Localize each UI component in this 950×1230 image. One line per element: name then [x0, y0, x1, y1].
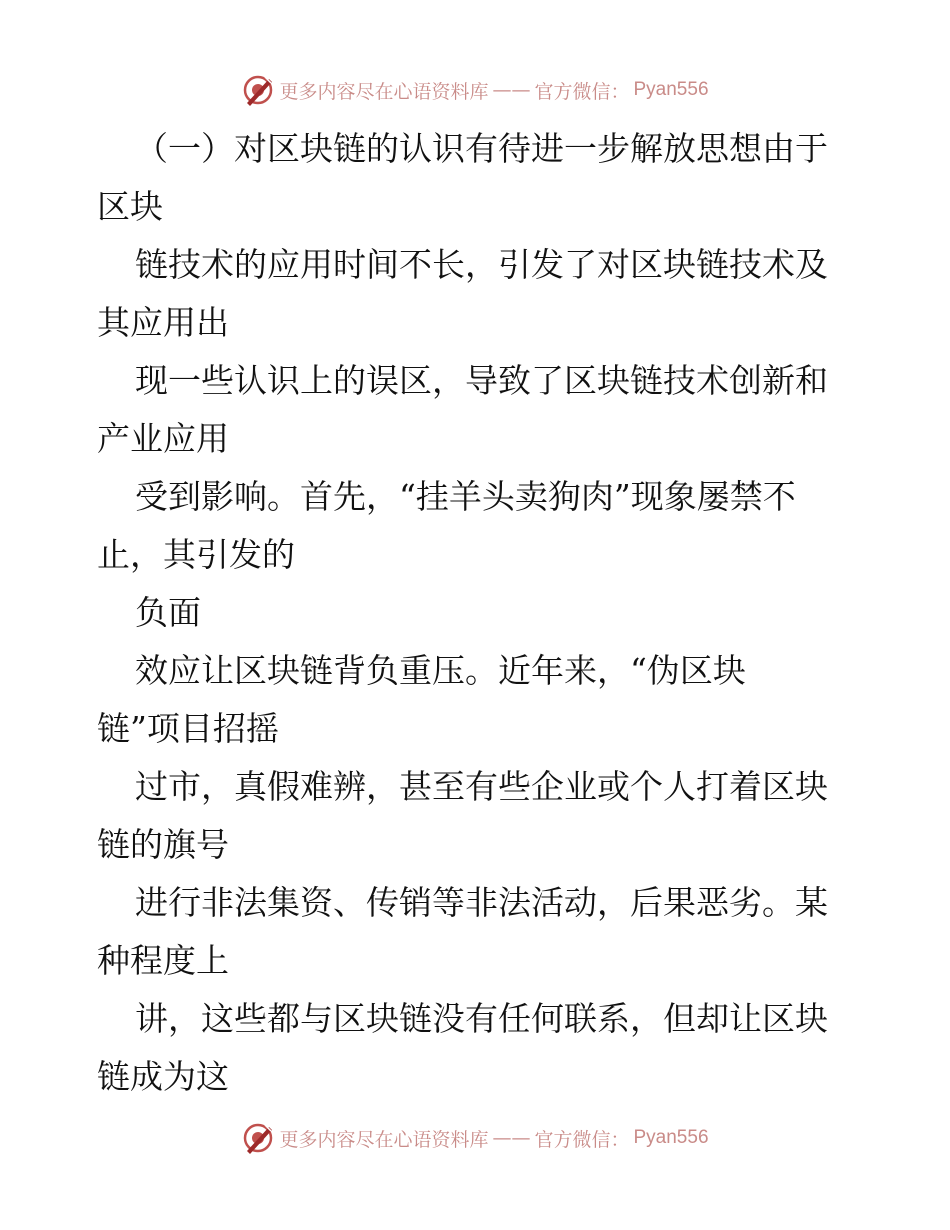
paragraph — [97, 120, 857, 236]
paragraph-line: 受到影响。首先，“挂羊头卖狗肉”现象屡禁不 — [135, 477, 796, 516]
paragraph — [97, 874, 857, 990]
watermark-dash: —— — [492, 1127, 531, 1149]
paragraph-line: 区块 — [97, 187, 163, 226]
watermark-label: 官方微信： — [534, 80, 630, 103]
paragraph-line: 其应用出 — [97, 303, 229, 342]
paragraph-line: （一）对区块链的认识有待进一步解放思想由于 — [135, 129, 828, 168]
paragraph — [97, 236, 857, 352]
paragraph — [97, 990, 857, 1106]
paragraph-line: 过市，真假难辨，甚至有些企业或个人打着区块 — [135, 767, 828, 806]
paragraph — [97, 584, 857, 642]
paragraph-line: 进行非法集资、传销等非法活动，后果恶劣。某 — [135, 883, 828, 922]
paragraph-line: 种程度上 — [97, 941, 229, 980]
paragraph — [97, 758, 857, 874]
paragraph-line: 链技术的应用时间不长，引发了对区块链技术及 — [135, 245, 828, 284]
header-watermark — [0, 70, 950, 110]
footer-watermark — [0, 1118, 950, 1158]
paragraph-line: 链”项目招摇 — [97, 709, 279, 748]
paragraph-line: 链的旗号 — [97, 825, 229, 864]
watermark-wechat-id: Pyan556 — [633, 79, 709, 100]
paragraph-line: 现一些认识上的误区，导致了区块链技术创新和 — [135, 361, 828, 400]
paragraph-line: 讲，这些都与区块链没有任何联系，但却让区块 — [135, 999, 828, 1038]
paragraph-line: 效应让区块链背负重压。近年来，“伪区块 — [135, 651, 746, 690]
paragraph — [97, 642, 857, 758]
watermark-dash: —— — [492, 79, 531, 101]
watermark-text: 更多内容尽在心语资料库 — [279, 80, 489, 103]
pen-seal-logo-icon — [241, 73, 275, 107]
paragraph-line: 产业应用 — [97, 419, 229, 458]
paragraph-line: 链成为这 — [97, 1057, 229, 1096]
paragraph-line: 负面 — [135, 593, 201, 632]
watermark-wechat-id: Pyan556 — [633, 1127, 709, 1148]
pen-seal-logo-icon — [241, 1121, 275, 1155]
paragraph — [97, 468, 857, 584]
watermark-text: 更多内容尽在心语资料库 — [279, 1128, 489, 1151]
paragraph — [97, 352, 857, 468]
watermark-label: 官方微信： — [534, 1128, 630, 1151]
paragraph-line: 止，其引发的 — [97, 535, 295, 574]
document-body — [97, 120, 857, 1106]
